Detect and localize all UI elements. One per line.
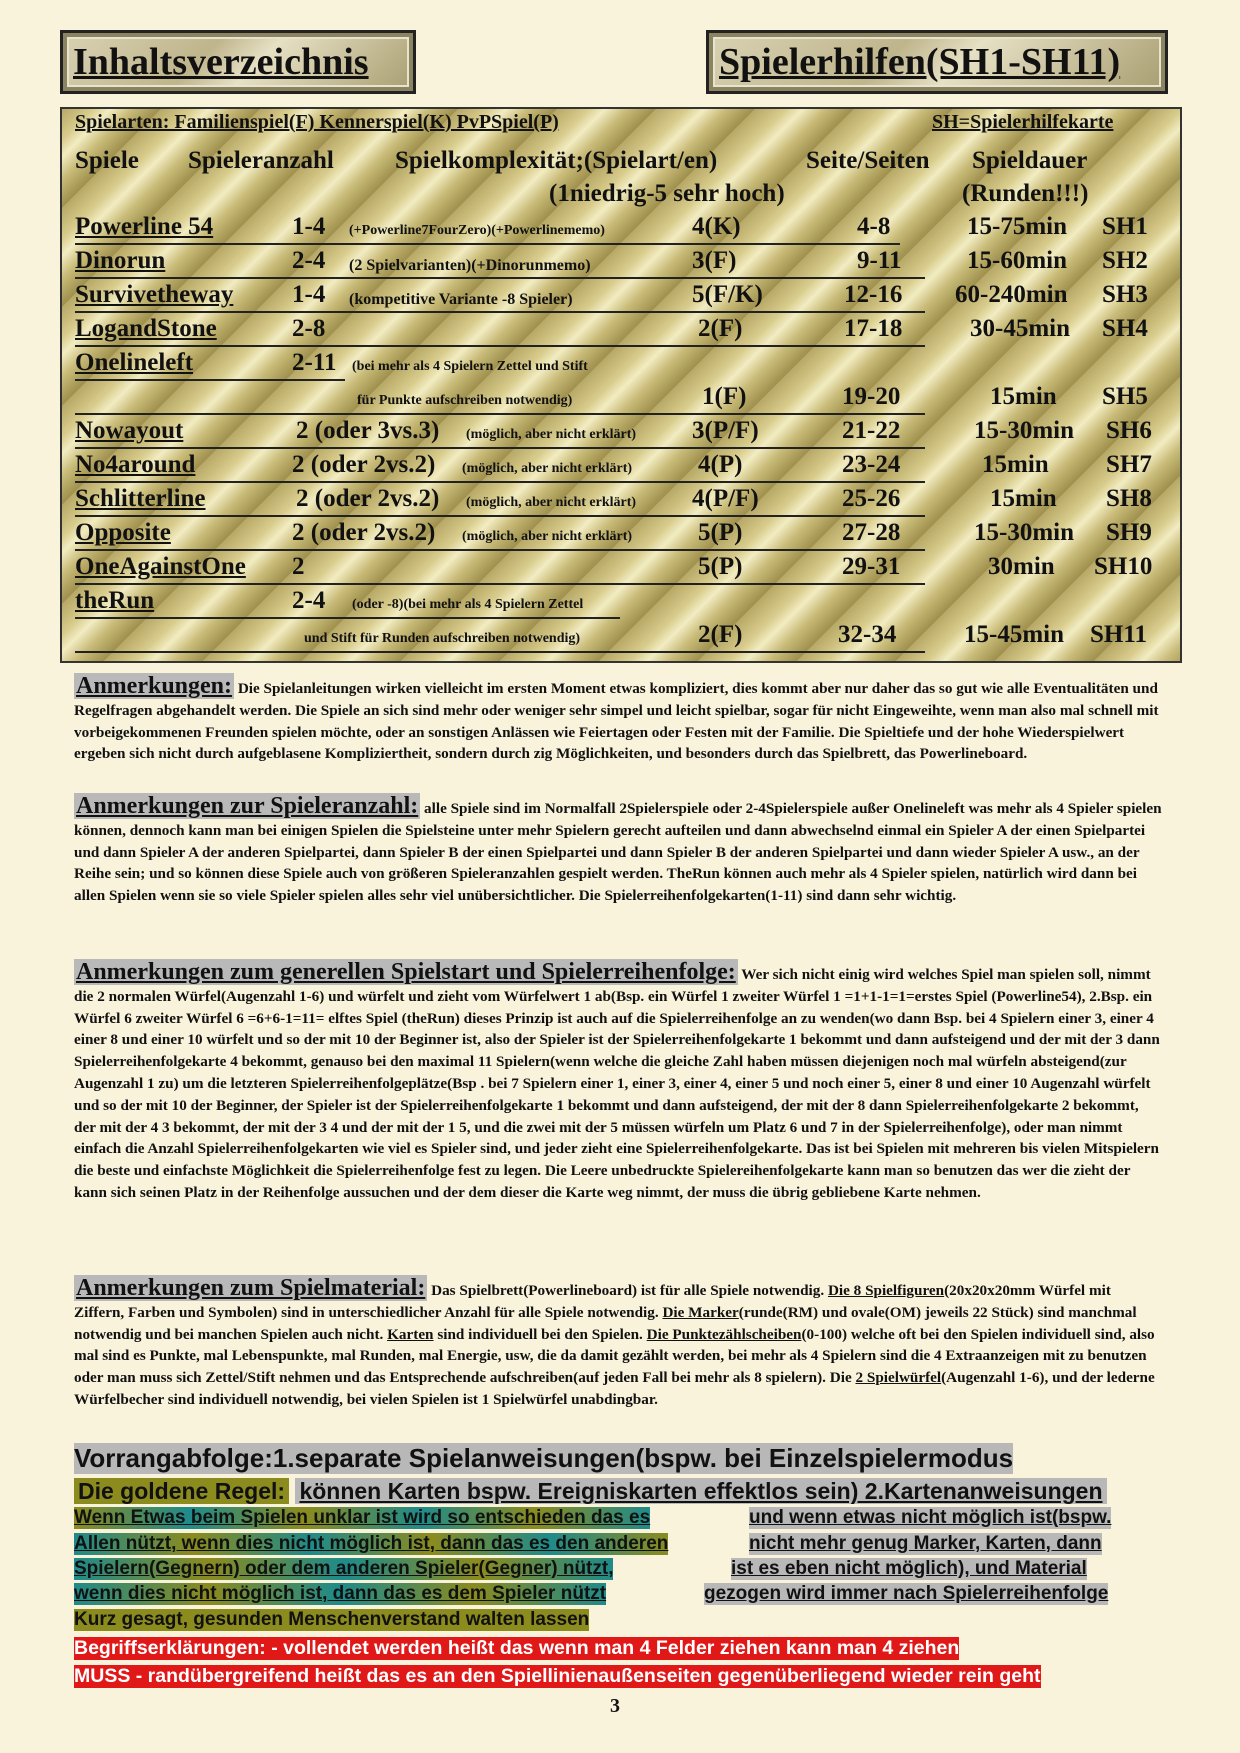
table-row-complexity: 5(P)	[698, 553, 743, 580]
col-spiele: Spiele	[75, 147, 139, 174]
note-game-start	[74, 959, 1164, 1204]
row-underline	[75, 413, 925, 415]
table-row-name: Opposite	[75, 519, 171, 546]
golden-rule-3: Spielern(Gegnern) oder dem anderen Spieler(Gegner) nützt,	[74, 1558, 614, 1579]
row-underline	[75, 379, 345, 381]
priority-order: Vorrangabfolge:1.separate Spielanweisungen(bspw. bei Einzelspielermodus	[74, 1443, 1014, 1473]
row-underline	[75, 481, 925, 483]
table-row-players: 2 (oder 3vs.3)	[296, 417, 440, 444]
col-komplexitaet: Spielkomplexität;(Spielart/en)	[395, 147, 718, 174]
table-row-duration: 15-45min	[964, 621, 1064, 648]
table-row-note: (möglich, aber nicht erklärt)	[462, 461, 633, 476]
table-row-note: (oder -8)(bei mehr als 4 Spielern Zettel	[352, 597, 584, 612]
table-row-name: Survivetheway	[75, 281, 234, 308]
table-row-sh: SH8	[1106, 485, 1152, 512]
row-underline	[75, 345, 925, 347]
table-row-sh: SH5	[1102, 383, 1148, 410]
golden-rule-label: Die goldene Regel:	[74, 1478, 289, 1504]
col-seite: Seite/Seiten	[806, 147, 930, 174]
golden-rule-1: Wenn Etwas beim Spielen unklar ist wird so entschieden das es	[74, 1507, 651, 1528]
player-aid-title: Spielerhilfen(SH1-SH11)	[719, 41, 1121, 83]
table-row-pages: 32-34	[838, 621, 897, 648]
table-row-complexity: 2(F)	[698, 315, 743, 342]
table-row-complexity: 1(F)	[702, 383, 747, 410]
row-underline	[75, 651, 925, 653]
col-dauer-sub: (Runden!!!)	[962, 180, 1089, 207]
table-row-name: Dinorun	[75, 247, 166, 274]
toc-title: Inhaltsverzeichnis	[73, 41, 369, 83]
table-row-complexity: 4(K)	[692, 213, 741, 240]
table-row-name: Nowayout	[75, 417, 184, 444]
priority-order-cont: können Karten bspw. Ereigniskarten effektlos sein) 2.Kartenanweisungen	[295, 1478, 1106, 1504]
table-row-note: (bei mehr als 4 Spielern Zettel und Stift	[352, 359, 588, 374]
priority-right-3: ist es eben nicht möglich), und Material	[731, 1558, 1087, 1579]
note-player-count-text: alle Spiele sind im Normalfall 2Spielerspiele oder 2-4Spielerspiele außer Onelineleft was mehr als 4 Spieler spielen können, dennoch kann man bei einigen Spielen die Spielsteine unter mehr Spielern gerecht aufteilen und dann abwechselnd einmal ein Spieler A der einen Spielpartei und dann Spieler A der anderen Spielpartei, dann Spieler B der einen Spielpartei und dann Spieler B der anderen Spielpartei und dann wieder Spieler A usw., an der Reihe sein; und so können diese Spiele auch von größeren Spieleranzahlen gespielt werden. TheRun können auch mehr als 4 Spieler spielen, natürlich wird dann bei allen Spielen wenn sie so viele Spieler spielen alles sehr viel unübersichtlicher. Die Spielerreihenfolgekarten(1-11) sind dann sehr wichtig.	[74, 800, 1162, 905]
table-row-pages: 27-28	[842, 519, 901, 546]
row-underline	[75, 447, 925, 449]
table-row-note-line2: und Stift für Runden aufschreiben notwendig)	[304, 631, 581, 646]
table-row-duration: 30min	[988, 553, 1055, 580]
table-row-name: OneAgainstOne	[75, 553, 246, 580]
table-row-name: No4around	[75, 451, 196, 478]
note-material	[74, 1275, 1164, 1411]
table-row-duration: 15-60min	[967, 247, 1067, 274]
table-row-duration: 30-45min	[970, 315, 1070, 342]
table-row-players: 2 (oder 2vs.2)	[292, 519, 436, 546]
golden-rule-line	[74, 1478, 1107, 1505]
priority-right-4: gezogen wird immer nach Spielerreihenfolge	[704, 1583, 1109, 1604]
table-row-complexity: 3(F)	[692, 247, 737, 274]
table-row-pages: 4-8	[857, 213, 891, 240]
table-row-sh: SH7	[1106, 451, 1152, 478]
note-material-counters: (0-100) welche oft bei den Spielen individuell sind, also mal sind es Punkte, mal Lebenspunkte, mal Runden, mal Energie, usw, die da damit gezählt werden, bei mehr als 4 Spielern sind die 4 Extraanzeigen mit zu benutzen oder man muss sich Zettel/Stift nehmen und das Entsprechende aufschreiben(auf jeden Fall bei mehr als 8 spielern). Die	[74, 1325, 1155, 1387]
row-underline	[75, 549, 925, 551]
table-row-pages: 21-22	[842, 417, 901, 444]
row-underline	[75, 583, 925, 585]
player-aid-title-box	[706, 30, 1168, 94]
note-material-figures: (20x20x20mm Würfel mit Ziffern, Farben und Symbolen) sind in unterschiedlicher Anzahl für alle Spiele notwendig.	[74, 1282, 1111, 1321]
definitions-2: MUSS - randübergreifend heißt das es an den Spiellinienaußenseiten gegenüberliegend wieder rein geht	[74, 1665, 1041, 1687]
table-row-players: 2	[292, 553, 305, 580]
toc-title-box	[60, 30, 416, 94]
table-row-note: (möglich, aber nicht erklärt)	[466, 495, 637, 510]
table-row-sh: SH2	[1102, 247, 1148, 274]
table-row-players: 2-4	[292, 247, 326, 274]
table-row-note: (2 Spielvarianten)(+Dinorunmemo)	[349, 257, 591, 274]
table-row-sh: SH6	[1106, 417, 1152, 444]
note-general-heading: Anmerkungen:	[76, 673, 233, 699]
golden-rule-5: Kurz gesagt, gesunden Menschenverstand walten lassen	[74, 1609, 590, 1630]
note-material-markers: (runde(RM) und ovale(OM) jeweils 22 Stück) sind manchmal notwendig und bei manchen Spielen auch nicht.	[74, 1303, 1137, 1343]
page-number: 3	[610, 1695, 620, 1717]
table-row-players: 2 (oder 2vs.2)	[292, 451, 436, 478]
table-row-note: (+Powerline7FourZero)(+Powerlinememo)	[349, 223, 605, 238]
table-row-duration: 15-30min	[974, 417, 1074, 444]
priority-right-1: und wenn etwas nicht möglich ist(bspw.	[749, 1507, 1112, 1528]
table-row-complexity: 5(F/K)	[692, 281, 763, 308]
table-row-complexity: 2(F)	[698, 621, 743, 648]
row-underline	[75, 277, 925, 279]
note-game-start-text: Wer sich nicht einig wird welches Spiel man spielen soll, nimmt die 2 normalen Würfel(Augenzahl 1-6) und würfelt und zieht vom Würfelwert 1 ab(Bsp. ein Würfel 1 zweiter Würfel 1 =1+1-1=1=erstes Spiel (Powerline54), 2.Bsp. ein Würfel 6 zweiter Würfel 6 =6+6-1=11= elftes Spiel (theRun) dieses Prinzip ist auch auf die Spielerreihenfolge an zu wenden(wo dann Bsp. bei 4 Spielern einer 3, einer 4 einer 8 und einer 10 würfelt und so der mit 10 der Beginner ist, also der Spieler ist der Spielerreihenfolgekarte 1 bekommt und dann aufsteigend und der mit der 3 dann Spielerreihenfolgekarte 4 bekommt, genauso bei den maximal 11 Spielern(wenn welche die gleiche Zahl haben müssen diejenigen noch mal würfeln absteigend(zur Augenzahl 1 zu) um die letzteren Spielerreihenfolgeplätze(Bsp . bei 7 Spielern einer 1, einer 3, einer 4, einer 5 und noch einer 5, einer 8 und einer 10 Augenzahl würfelt und so der mit 10 der Beginner, der Spieler ist der Spielerreihenfolgekarte 1 bekommt und dann aufsteigend, der mit der 8 dann Spielerreihenfolgekarte 2 bekommt, der mit der 4 3 bekommt, der mit der 3 4 und der mit der 1 5, und die zwei mit der 5 müssen würfeln um Platz 6 und 7 in der Spielerreihenfolge), oder man nimmt einfach die Anzahl Spielerreihenfolgekarten wie viel es Spieler sind, und jeder zieht eine Spielerreihenfolgekarte. Das ist bei Spielen mit mehreren bis vielen Mitspielern die beste und einfachste Möglichkeit die Spielerreihenfolge fest zu legen. Die Leere unbedruckte Spielereihenfolgekarte kann man so benutzen das wer die zieht der kann sich seinen Platz in der Reihenfolge aussuchen und der dem dieser die Karte weg nimmt, der muss die übrig gebliebene Karte nehmen.	[74, 966, 1160, 1201]
note-material-counters-label: Die Punktezählscheiben	[646, 1325, 802, 1343]
table-row-pages: 25-26	[842, 485, 901, 512]
table-row-duration: 15-30min	[974, 519, 1074, 546]
note-game-start-heading: Anmerkungen zum generellen Spielstart und Spielerreihenfolge:	[76, 959, 736, 985]
priority-right-2: nicht mehr genug Marker, Karten, dann	[749, 1533, 1102, 1554]
table-row-players: 2-8	[292, 315, 326, 342]
table-row-complexity: 4(P)	[698, 451, 743, 478]
table-row-players: 2 (oder 2vs.2)	[296, 485, 440, 512]
golden-rule-2: Allen nützt, wenn dies nicht möglich ist, dann das es den anderen	[74, 1533, 669, 1554]
table-row-sh: SH4	[1102, 315, 1148, 342]
col-komplexitaet-sub: (1niedrig-5 sehr hoch)	[549, 180, 785, 207]
row-underline	[75, 617, 620, 619]
table-row-players: 2-11	[292, 349, 337, 376]
table-row-note: (möglich, aber nicht erklärt)	[462, 529, 633, 544]
note-material-heading: Anmerkungen zum Spielmaterial:	[76, 1275, 426, 1301]
table-row-duration: 15-75min	[967, 213, 1067, 240]
table-row-name: LogandStone	[75, 315, 217, 342]
table-row-complexity: 5(P)	[698, 519, 743, 546]
table-row-pages: 9-11	[857, 247, 902, 274]
table-row-complexity: 3(P/F)	[692, 417, 759, 444]
legend-game-types: Spielarten: Familienspiel(F) Kennerspiel(K) PvPSpiel(P)	[75, 111, 559, 133]
note-material-markers-label: Die Marker	[662, 1303, 739, 1321]
note-material-dice: (Augenzahl 1-6), und der lederne Würfelbecher sind individuell notwendig, bei vielen Spielen ist 1 Spielwürfel unabdingbar.	[74, 1369, 1155, 1408]
col-spieleranzahl: Spieleranzahl	[188, 147, 334, 174]
table-row-players: 2-4	[292, 587, 326, 614]
table-row-sh: SH9	[1106, 519, 1152, 546]
golden-rule-4: wenn dies nicht möglich ist, dann das es dem Spieler nützt	[74, 1583, 607, 1604]
table-row-duration: 15min	[982, 451, 1049, 478]
table-row-duration: 15min	[990, 485, 1057, 512]
table-row-duration: 60-240min	[955, 281, 1068, 308]
table-row-pages: 12-16	[844, 281, 903, 308]
note-material-dice-label: 2 Spielwürfel	[855, 1369, 942, 1387]
legend-sh: SH=Spielerhilfekarte	[932, 111, 1114, 133]
note-material-cards-label: Karten	[387, 1325, 434, 1343]
definitions-1: Begriffserklärungen: - vollendet werden heißt das wenn man 4 Felder ziehen kann man 4 ziehen	[74, 1637, 960, 1659]
note-material-figures-label: Die 8 Spielfiguren	[827, 1282, 945, 1299]
table-row-pages: 23-24	[842, 451, 901, 478]
table-row-name: Powerline 54	[75, 213, 214, 240]
table-row-sh: SH3	[1102, 281, 1148, 308]
note-material-board: Das Spielbrett(Powerlineboard) ist für alle Spiele notwendig.	[431, 1282, 825, 1299]
table-row-complexity: 4(P/F)	[692, 485, 759, 512]
table-row-note-line2: für Punkte aufschreiben notwendig)	[357, 393, 573, 408]
table-row-note: (kompetitive Variante -8 Spieler)	[349, 291, 573, 308]
note-material-cards: sind individuell bei den Spielen.	[437, 1325, 643, 1343]
table-row-name: Schlitterline	[75, 485, 206, 512]
table-row-sh: SH11	[1090, 621, 1147, 648]
table-row-duration: 15min	[990, 383, 1057, 410]
table-row-pages: 29-31	[842, 553, 901, 580]
games-table	[60, 107, 1182, 663]
note-player-count	[74, 793, 1164, 907]
table-row-players: 1-4	[292, 213, 326, 240]
table-row-players: 1-4	[292, 281, 326, 308]
table-row-pages: 19-20	[842, 383, 901, 410]
table-row-note: (möglich, aber nicht erklärt)	[466, 427, 637, 442]
note-general	[74, 673, 1164, 765]
table-row-sh: SH1	[1102, 213, 1148, 240]
note-general-text: Die Spielanleitungen wirken vielleicht im ersten Moment etwas kompliziert, dies kommt aber nur daher das so gut wie alle Eventualitäten und Regelfragen abgehandelt werden. Die Spiele an sich sind mehr oder weniger sehr simpel und leicht spielbar, sogar für nicht Eingeweihte, wenn man also mal schnell mit vorbeigekommenen Freunden spielen möchte, oder an sonstigen Anlässen wie Feiertagen oder Festen mit der Familie. Die Spieltiefe und der hohe Wiederspielwert ergeben sich nicht durch aufgeblasene Kompliziertheit, sondern durch zig Möglichkeiten, und besonders durch das Spielbrett, das Powerlineboard.	[74, 680, 1159, 763]
row-underline	[75, 243, 900, 245]
row-underline	[75, 515, 925, 517]
table-row-sh: SH10	[1094, 553, 1153, 580]
table-row-name: Onelineleft	[75, 349, 194, 376]
col-dauer: Spieldauer	[972, 147, 1088, 174]
note-player-count-heading: Anmerkungen zur Spieleranzahl:	[76, 793, 419, 819]
table-row-name: theRun	[75, 587, 155, 614]
row-underline	[75, 311, 925, 313]
table-row-pages: 17-18	[844, 315, 903, 342]
